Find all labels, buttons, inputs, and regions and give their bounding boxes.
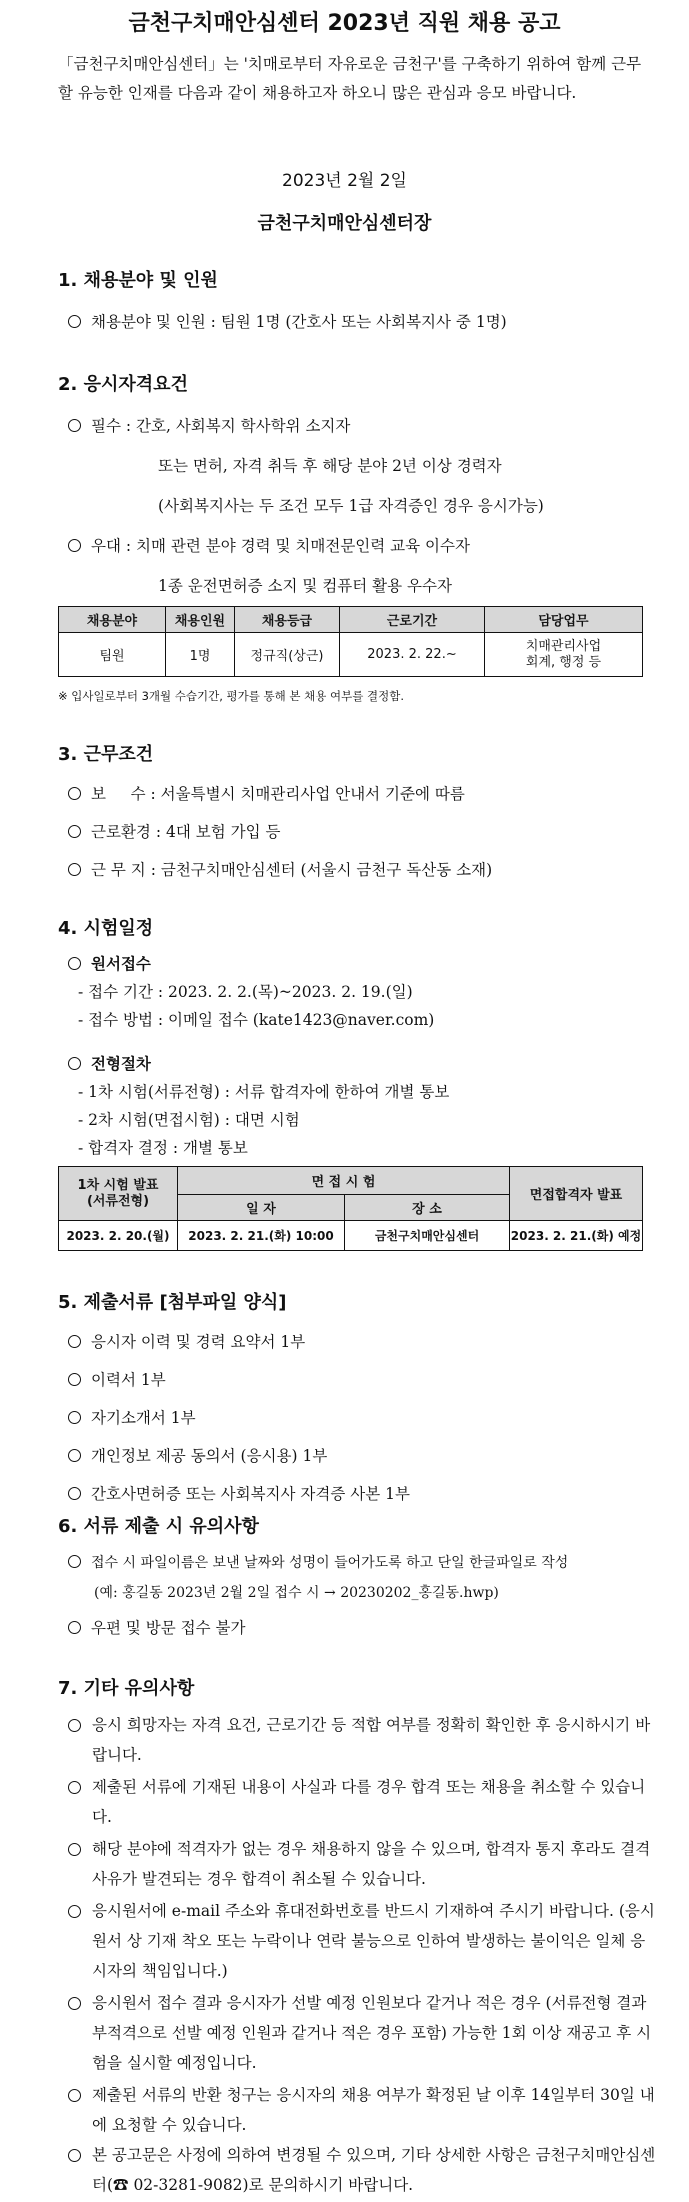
th-interview-date: 일 자: [178, 1195, 345, 1221]
s5-item-1: 응시자 이력 및 경력 요약서 1부: [68, 1330, 305, 1352]
s4-apply-method: - 접수 방법 : 이메일 접수 (kate1423@naver.com): [78, 1011, 435, 1029]
th-duty: 담당업무: [485, 607, 643, 633]
s2-preferred: 우대 : 치매 관련 분야 경력 및 치매전문인력 교육 이수자: [68, 534, 470, 556]
th-interview: 면 접 시 험: [178, 1167, 510, 1195]
s1-item: 채용분야 및 인원 : 팀원 1명 (간호사 또는 사회복지사 중 1명): [68, 310, 507, 332]
circle-bullet-icon: [68, 1781, 81, 1794]
s4-apply-period: - 접수 기간 : 2023. 2. 2.(목)~2023. 2. 19.(일): [78, 983, 413, 1001]
circle-bullet-icon: [68, 419, 81, 432]
s7-item-6: 제출된 서류의 반환 청구는 응시자의 채용 여부가 확정된 날 이후 14일부터 30일 내에 요청할 수 있습니다.: [68, 2080, 658, 2140]
circle-bullet-icon: [68, 1555, 81, 1568]
s4-procedure-3: - 합격자 결정 : 개별 통보: [78, 1139, 248, 1157]
s2-required: 필수 : 간호, 사회복지 학사학위 소지자: [68, 414, 350, 436]
section-2-title: 2. 응시자격요건: [58, 374, 188, 395]
td-count: 1명: [166, 633, 235, 677]
circle-bullet-icon: [68, 1997, 81, 2010]
section-3-title: 3. 근무조건: [58, 744, 154, 765]
s4-application-heading: 원서접수: [68, 952, 151, 974]
circle-bullet-icon: [68, 1057, 81, 1070]
s4-procedure-1: - 1차 시험(서류전형) : 서류 합격자에 한하여 개별 통보: [78, 1083, 450, 1101]
circle-bullet-icon: [68, 1335, 81, 1348]
intro-paragraph: 「금천구치매안심센터」는 '치매로부터 자유로운 금천구'를 구축하기 위하여 함께 근무할 유능한 인재를 다음과 같이 채용하고자 하오니 많은 관심과 응모 바랍니다.: [58, 55, 642, 102]
td-first-announce: 2023. 2. 20.(월): [59, 1221, 178, 1251]
circle-bullet-icon: [68, 1719, 81, 1732]
s5-item-2: 이력서 1부: [68, 1368, 166, 1390]
s5-item-5: 간호사면허증 또는 사회복지사 자격증 사본 1부: [68, 1482, 410, 1504]
th-interview-place: 장 소: [345, 1195, 510, 1221]
s6-item-1: 접수 시 파일이름은 보낸 날짜와 성명이 들어가도록 하고 단일 한글파일로 작성: [68, 1552, 568, 1572]
s7-item-2: 제출된 서류에 기재된 내용이 사실과 다를 경우 합격 또는 채용을 취소할 수 있습니다.: [68, 1772, 658, 1832]
page-title: 금천구치매안심센터 2023년 직원 채용 공고: [128, 11, 561, 36]
td-grade: 정규직(상근): [235, 633, 340, 677]
s6-item-2: 우편 및 방문 접수 불가: [68, 1616, 245, 1638]
s2-required-line3: (사회복지사는 두 조건 모두 1급 자격증인 경우 응시가능): [158, 497, 544, 515]
s5-item-4: 개인정보 제공 동의서 (응시용) 1부: [68, 1444, 327, 1466]
table-row: [59, 1221, 643, 1251]
td-interview-date: 2023. 2. 21.(화) 10:00: [178, 1221, 345, 1251]
circle-bullet-icon: [68, 2089, 81, 2102]
s7-item-1: 응시 희망자는 자격 요건, 근로기간 등 적합 여부를 정확히 확인한 후 응시하시기 바랍니다.: [68, 1710, 658, 1770]
circle-bullet-icon: [68, 315, 81, 328]
td-period: 2023. 2. 22.~: [340, 633, 485, 677]
table-row: [59, 633, 643, 677]
circle-bullet-icon: [68, 957, 81, 970]
circle-bullet-icon: [68, 825, 81, 838]
circle-bullet-icon: [68, 787, 81, 800]
s6-item-1-example: (예: 홍길동 2023년 2월 2일 접수 시 → 20230202_홍길동.hwp): [94, 1585, 499, 1601]
section-5-title: 5. 제출서류 [첨부파일 양식]: [58, 1292, 287, 1313]
section-4-title: 4. 시험일정: [58, 918, 154, 939]
circle-bullet-icon: [68, 863, 81, 876]
s7-item-5: 응시원서 접수 결과 응시자가 선발 예정 인원보다 같거나 적은 경우 (서류전형 결과 부적격으로 선발 예정 인원과 같거나 적은 경우 포함) 가능한 1회 이상 재공고 후 시험을 실시할 예정입니다.: [68, 1988, 658, 2078]
announcement-date: 2023년 2월 2일: [282, 171, 407, 191]
probation-note: ※ 입사일로부터 3개월 수습기간, 평가를 통해 본 채용 여부를 결정함.: [58, 689, 404, 703]
circle-bullet-icon: [68, 1843, 81, 1856]
circle-bullet-icon: [68, 539, 81, 552]
td-interview-place: 금천구치매안심센터: [345, 1221, 510, 1251]
th-count: 채용인원: [166, 607, 235, 633]
circle-bullet-icon: [68, 1411, 81, 1424]
td-duty: 치매관리사업 회계, 행정 등: [485, 633, 643, 677]
th-result-announce: 면접합격자 발표: [510, 1167, 643, 1221]
s3-environment: 근로환경 : 4대 보험 가입 등: [68, 820, 280, 842]
td-field: 팀원: [59, 633, 166, 677]
th-field: 채용분야: [59, 607, 166, 633]
section-1-title: 1. 채용분야 및 인원: [58, 270, 218, 291]
circle-bullet-icon: [68, 1487, 81, 1500]
s2-preferred-line2: 1종 운전면허증 소지 및 컴퓨터 활용 우수자: [158, 577, 452, 595]
circle-bullet-icon: [68, 1449, 81, 1462]
issuer-name: 금천구치매안심센터장: [257, 213, 432, 234]
section-7-title: 7. 기타 유의사항: [58, 1678, 195, 1699]
s7-item-4: 응시원서에 e-mail 주소와 휴대전화번호를 반드시 기재하여 주시기 바랍니다. (응시원서 상 기재 착오 또는 누락이나 연락 불능으로 인하여 발생하는 불이익은 일체 응시자의 책임입니다.): [68, 1896, 658, 1986]
th-grade: 채용등급: [235, 607, 340, 633]
s4-procedure-2: - 2차 시험(면접시험) : 대면 시험: [78, 1111, 300, 1129]
exam-schedule-table: [58, 1166, 643, 1251]
th-first-announce: 1차 시험 발표 (서류전형): [59, 1167, 178, 1221]
s3-pay: 보 수 : 서울특별시 치매관리사업 안내서 기준에 따름: [68, 782, 465, 804]
table-header-row: [59, 607, 643, 633]
eligibility-table: [58, 606, 643, 677]
th-period: 근로기간: [340, 607, 485, 633]
circle-bullet-icon: [68, 1621, 81, 1634]
circle-bullet-icon: [68, 2149, 81, 2162]
s7-item-7: 본 공고문은 사정에 의하여 변경될 수 있으며, 기타 상세한 사항은 금천구치매안심센터(☎ 02-3281-9082)로 문의하시기 바랍니다.: [68, 2140, 658, 2200]
td-result-announce: 2023. 2. 21.(화) 예정: [510, 1221, 643, 1251]
s5-item-3: 자기소개서 1부: [68, 1406, 196, 1428]
s4-procedure-heading: 전형절차: [68, 1052, 151, 1074]
circle-bullet-icon: [68, 1905, 81, 1918]
circle-bullet-icon: [68, 1373, 81, 1386]
s2-required-line2: 또는 면허, 자격 취득 후 해당 분야 2년 이상 경력자: [158, 457, 502, 475]
s7-item-3: 해당 분야에 적격자가 없는 경우 채용하지 않을 수 있으며, 합격자 통지 후라도 결격 사유가 발견되는 경우 합격이 취소될 수 있습니다.: [68, 1834, 658, 1894]
section-6-title: 6. 서류 제출 시 유의사항: [58, 1516, 259, 1537]
s3-workplace: 근 무 지 : 금천구치매안심센터 (서울시 금천구 독산동 소재): [68, 858, 492, 880]
